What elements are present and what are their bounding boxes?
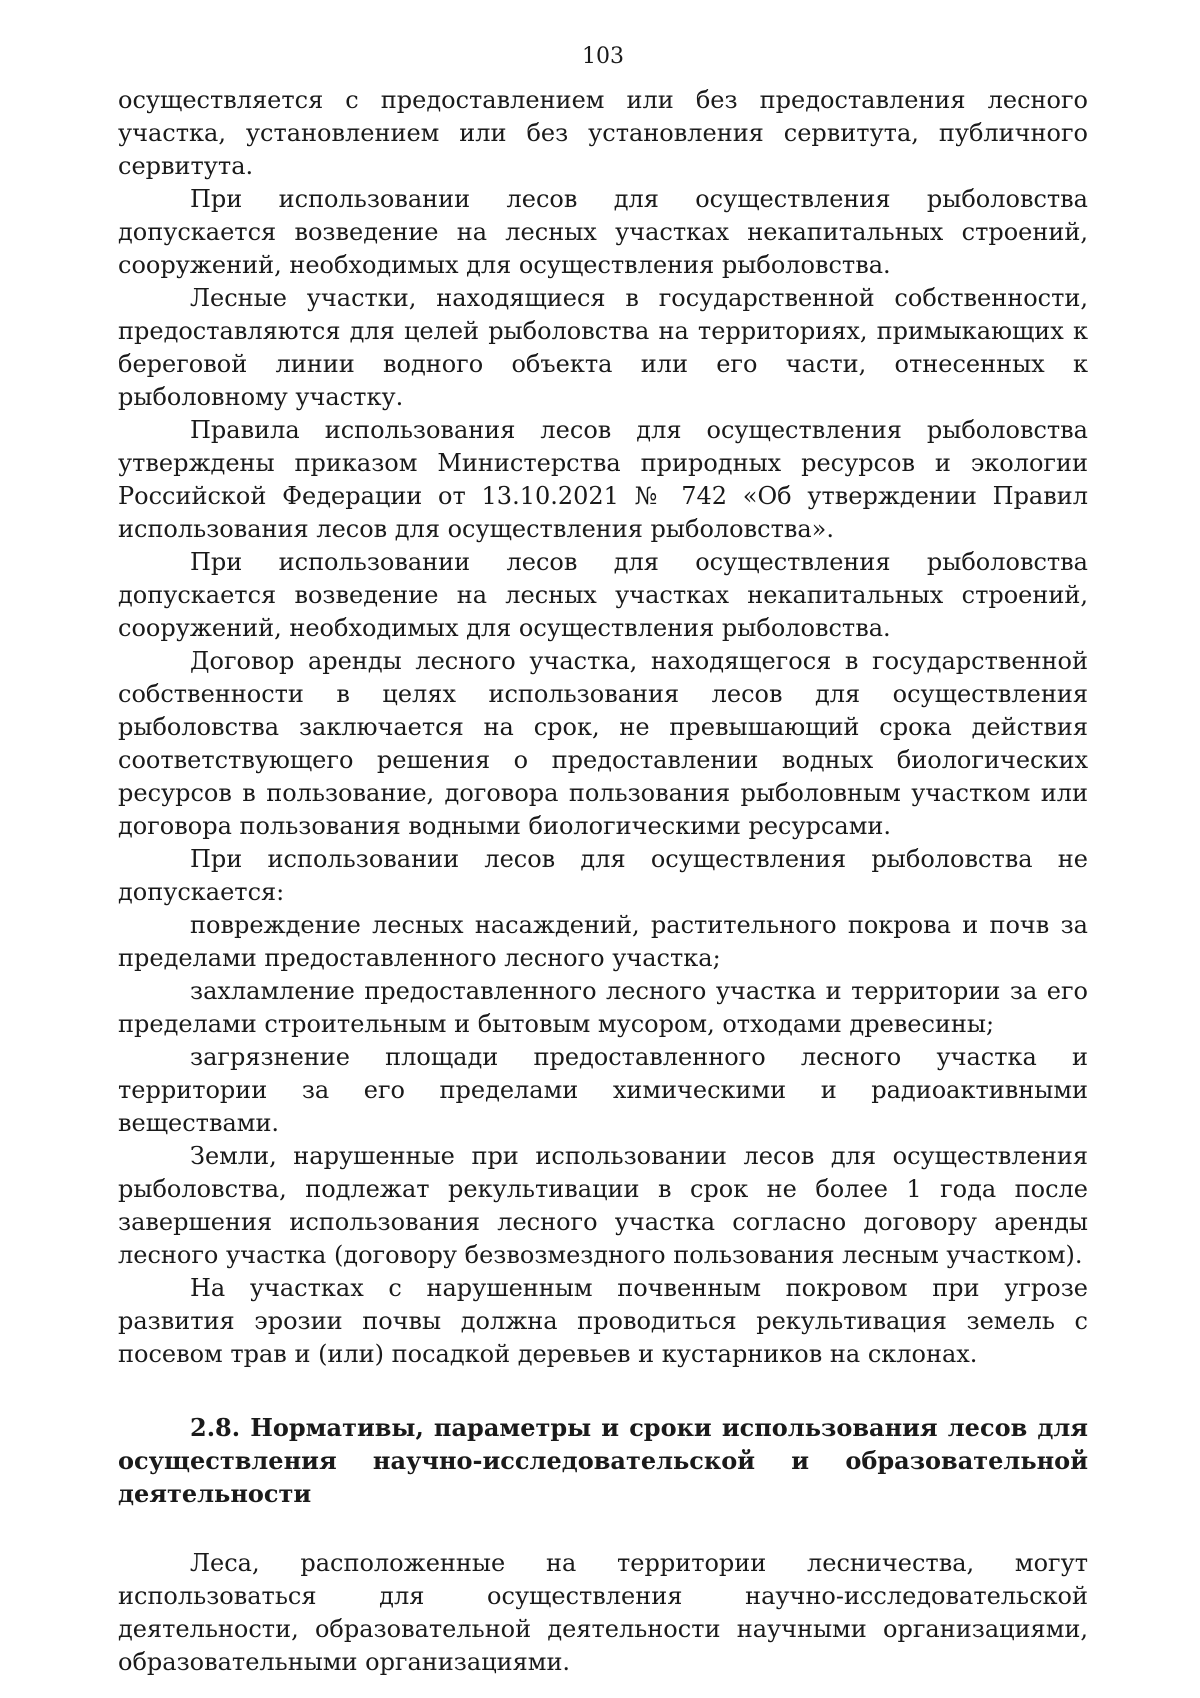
paragraph: Правила использования лесов для осуществления рыболовства утверждены приказом Министерства природных ресурсов и экологии Российской Федерации от 13.10.2021 № 742 «Об утверждении Правил использования лесов для осуществления рыболовства».: [118, 416, 1088, 543]
document-page: [118, 38, 1088, 1679]
page-number: 103: [582, 44, 624, 69]
paragraph: При использовании лесов для осуществления рыболовства допускается возведение на лесных участках некапитальных строений, сооружений, необходимых для осуществления рыболовства.: [118, 548, 1088, 642]
paragraph: Договор аренды лесного участка, находящегося в государственной собственности в целях использования лесов для осуществления рыболовства заключается на срок, не превышающий срока действия соответствующего решения о предоставлении водных биологических ресурсов в пользование, договора пользования рыболовным участком или договора пользования водными биологическими ресурсами.: [118, 647, 1088, 840]
list-item: повреждение лесных насаждений, растительного покрова и почв за пределами предоставленного лесного участка;: [118, 911, 1088, 972]
paragraph: Лесные участки, находящиеся в государственной собственности, предоставляются для целей рыболовства на территориях, примыкающих к береговой линии водного объекта или его части, отнесенных к рыболовному участку.: [118, 284, 1088, 411]
paragraph: При использовании лесов для осуществления рыболовства допускается возведение на лесных участках некапитальных строений, сооружений, необходимых для осуществления рыболовства.: [118, 185, 1088, 279]
paragraph: При использовании лесов для осуществления рыболовства не допускается:: [118, 845, 1088, 906]
list-item: загрязнение площади предоставленного лесного участка и территории за его пределами химическими и радиоактивными веществами.: [118, 1043, 1088, 1137]
paragraph: Леса, расположенные на территории лесничества, могут использоваться для осуществления научно-исследовательской деятельности, образовательной деятельности научными организациями, образовательными организациями.: [118, 1549, 1088, 1676]
list-item: захламление предоставленного лесного участка и территории за его пределами строительным и бытовым мусором, отходами древесины;: [118, 977, 1088, 1038]
paragraph-continuation: осуществляется с предоставлением или без предоставления лесного участка, установлением или без установления сервитута, публичного сервитута.: [118, 86, 1088, 180]
paragraph: На участках с нарушенным почвенным покровом при угрозе развития эрозии почвы должна проводиться рекультивация земель с посевом трав и (или) посадкой деревьев и кустарников на склонах.: [118, 1274, 1088, 1368]
paragraph: Земли, нарушенные при использовании лесов для осуществления рыболовства, подлежат рекультивации в срок не более 1 года после завершения использования лесного участка согласно договору аренды лесного участка (договору безвозмездного пользования лесным участком).: [118, 1142, 1088, 1269]
section-heading: 2.8. Нормативы, параметры и сроки использования лесов для осуществления научно-исследовательской и образовательной деятельности: [118, 1413, 1088, 1508]
